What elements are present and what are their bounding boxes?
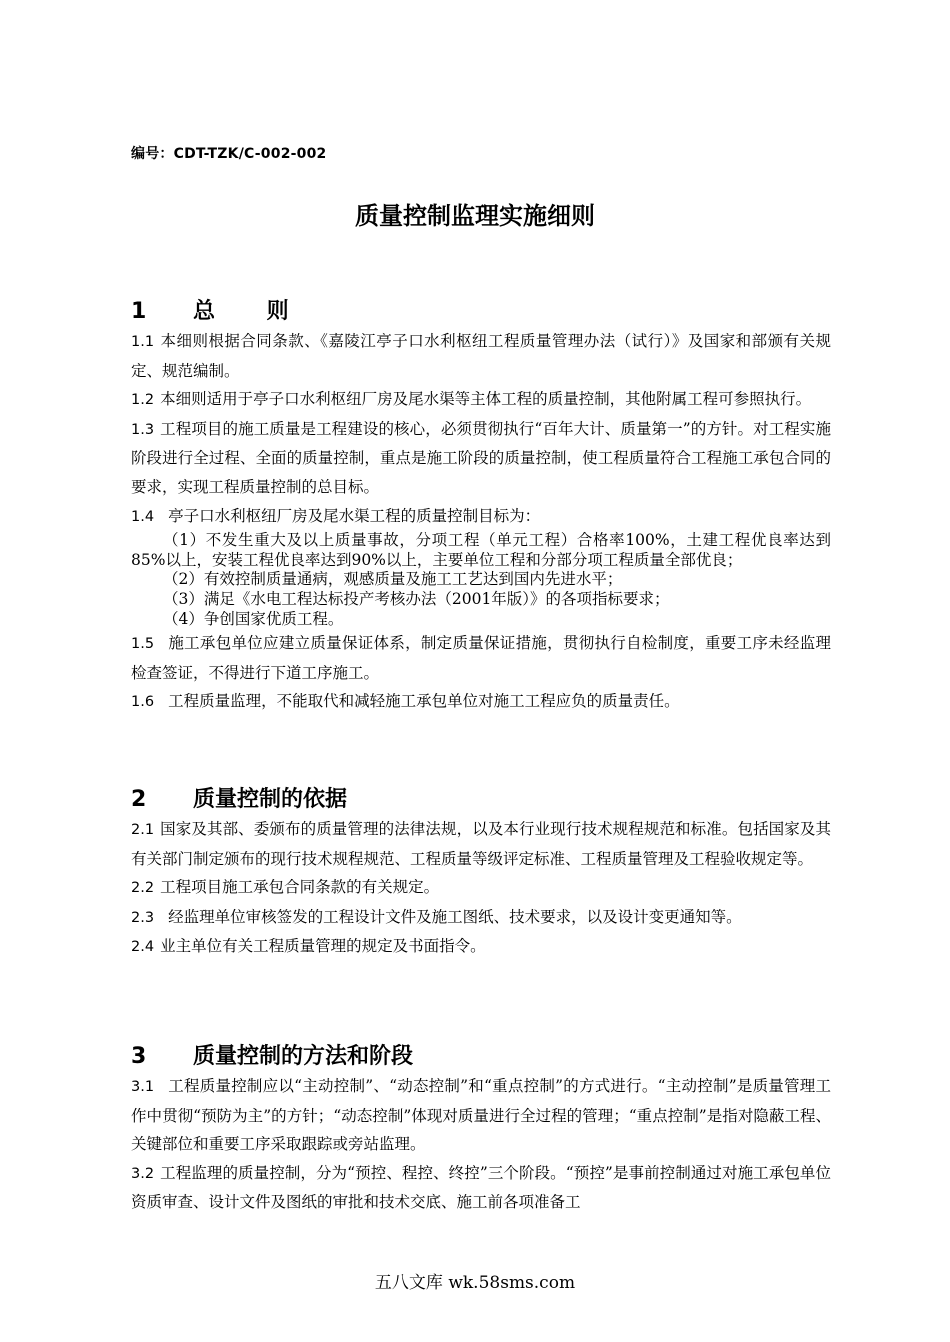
paragraph: 1.2 本细则适用于亭子口水利枢纽厂房及尾水渠等主体工程的质量控制，其他附属工程可参照执行。 — [131, 390, 812, 409]
section-heading — [131, 785, 831, 815]
section-number: 1 — [131, 299, 147, 324]
section-title: 质量控制的方法和阶段 — [193, 1044, 414, 1069]
paragraph: 1.3 工程项目的施工质量是工程建设的核心，必须贯彻执行“百年大计、质量第一”的方针。对工程实施阶段进行全过程、全面的质量控制，重点是施工阶段的质量控制，使工程质量符合工程施工承包合同的要求，实现工程质量控制的总目标。 — [131, 419, 831, 496]
target-item: （3）满足《水电工程达标投产考核办法（2001年版）》的各项指标要求； — [163, 589, 670, 608]
paragraph: 3.2 工程监理的质量控制，分为“预控、程控、终控”三个阶段。“预控”是事前控制通过对施工承包单位资质审查、设计文件及图纸的审批和技术交底、施工前各项准备工 — [131, 1163, 831, 1212]
paragraph: 1.5 施工承包单位应建立质量保证体系，制定质量保证措施，贯彻执行自检制度，重要工序未经监理检查签证，不得进行下道工序施工。 — [131, 634, 831, 682]
target-item: （2）有效控制质量通病，观感质量及施工工艺达到国内先进水平； — [163, 570, 623, 589]
section-heading — [131, 297, 831, 327]
target-item: （1）不发生重大及以上质量事故，分项工程（单元工程）合格率100%，土建工程优良率达到85%以上，安装工程优良率达到90%以上，主要单位工程和分部分项工程质量全部优良； — [131, 531, 831, 569]
section-general — [131, 297, 831, 717]
paragraph: 2.2 工程项目施工承包合同条款的有关规定。 — [131, 878, 440, 897]
paragraph: 1.6 工程质量监理，不能取代和减轻施工承包单位对施工工程应负的质量责任。 — [131, 692, 680, 711]
paragraph: 2.3 经监理单位审核签发的工程设计文件及施工图纸、技术要求，以及设计变更通知等。 — [131, 907, 742, 926]
section-title: 质量控制的依据 — [193, 787, 348, 812]
paragraph: 2.4 业主单位有关工程质量管理的规定及书面指令。 — [131, 937, 486, 956]
document-title: 质量控制监理实施细则 — [355, 202, 595, 230]
target-item: （4）争创国家优质工程。 — [163, 609, 344, 628]
section-number: 3 — [131, 1044, 147, 1069]
section-title: 总 则 — [193, 299, 311, 324]
paragraph: 3.1 工程质量控制应以“主动控制”、“动态控制”和“重点控制”的方式进行。“主动控制”是质量管理工作中贯彻“预防为主”的方针；“动态控制”体现对质量进行全过程的管理；“重点控制”是指对隐蔽工程、关键部位和重要工序采取跟踪或旁站监理。 — [131, 1077, 831, 1154]
section-heading — [131, 1042, 831, 1072]
section-number: 2 — [131, 787, 147, 812]
paragraph: 2.1 国家及其部、委颁布的质量管理的法律法规，以及本行业现行技术规程规范和标准。包括国家及其有关部门制定颁布的现行技术规程规范、工程质量等级评定标准、工程质量管理及工程验收规定等。 — [131, 820, 831, 868]
section-methods — [131, 1042, 831, 1217]
document-code: 编号：CDT-TZK/C-002-002 — [131, 146, 327, 162]
paragraph: 1.1 本细则根据合同条款、《嘉陵江亭子口水利枢纽工程质量管理办法（试行）》及国家和部颁有关规定、规范编制。 — [131, 332, 831, 380]
paragraph: 1.4 亭子口水利枢纽厂房及尾水渠工程的质量控制目标为： — [131, 506, 541, 525]
section-basis — [131, 785, 831, 962]
footer-watermark: 五八文库 wk.58sms.com — [374, 1273, 576, 1293]
